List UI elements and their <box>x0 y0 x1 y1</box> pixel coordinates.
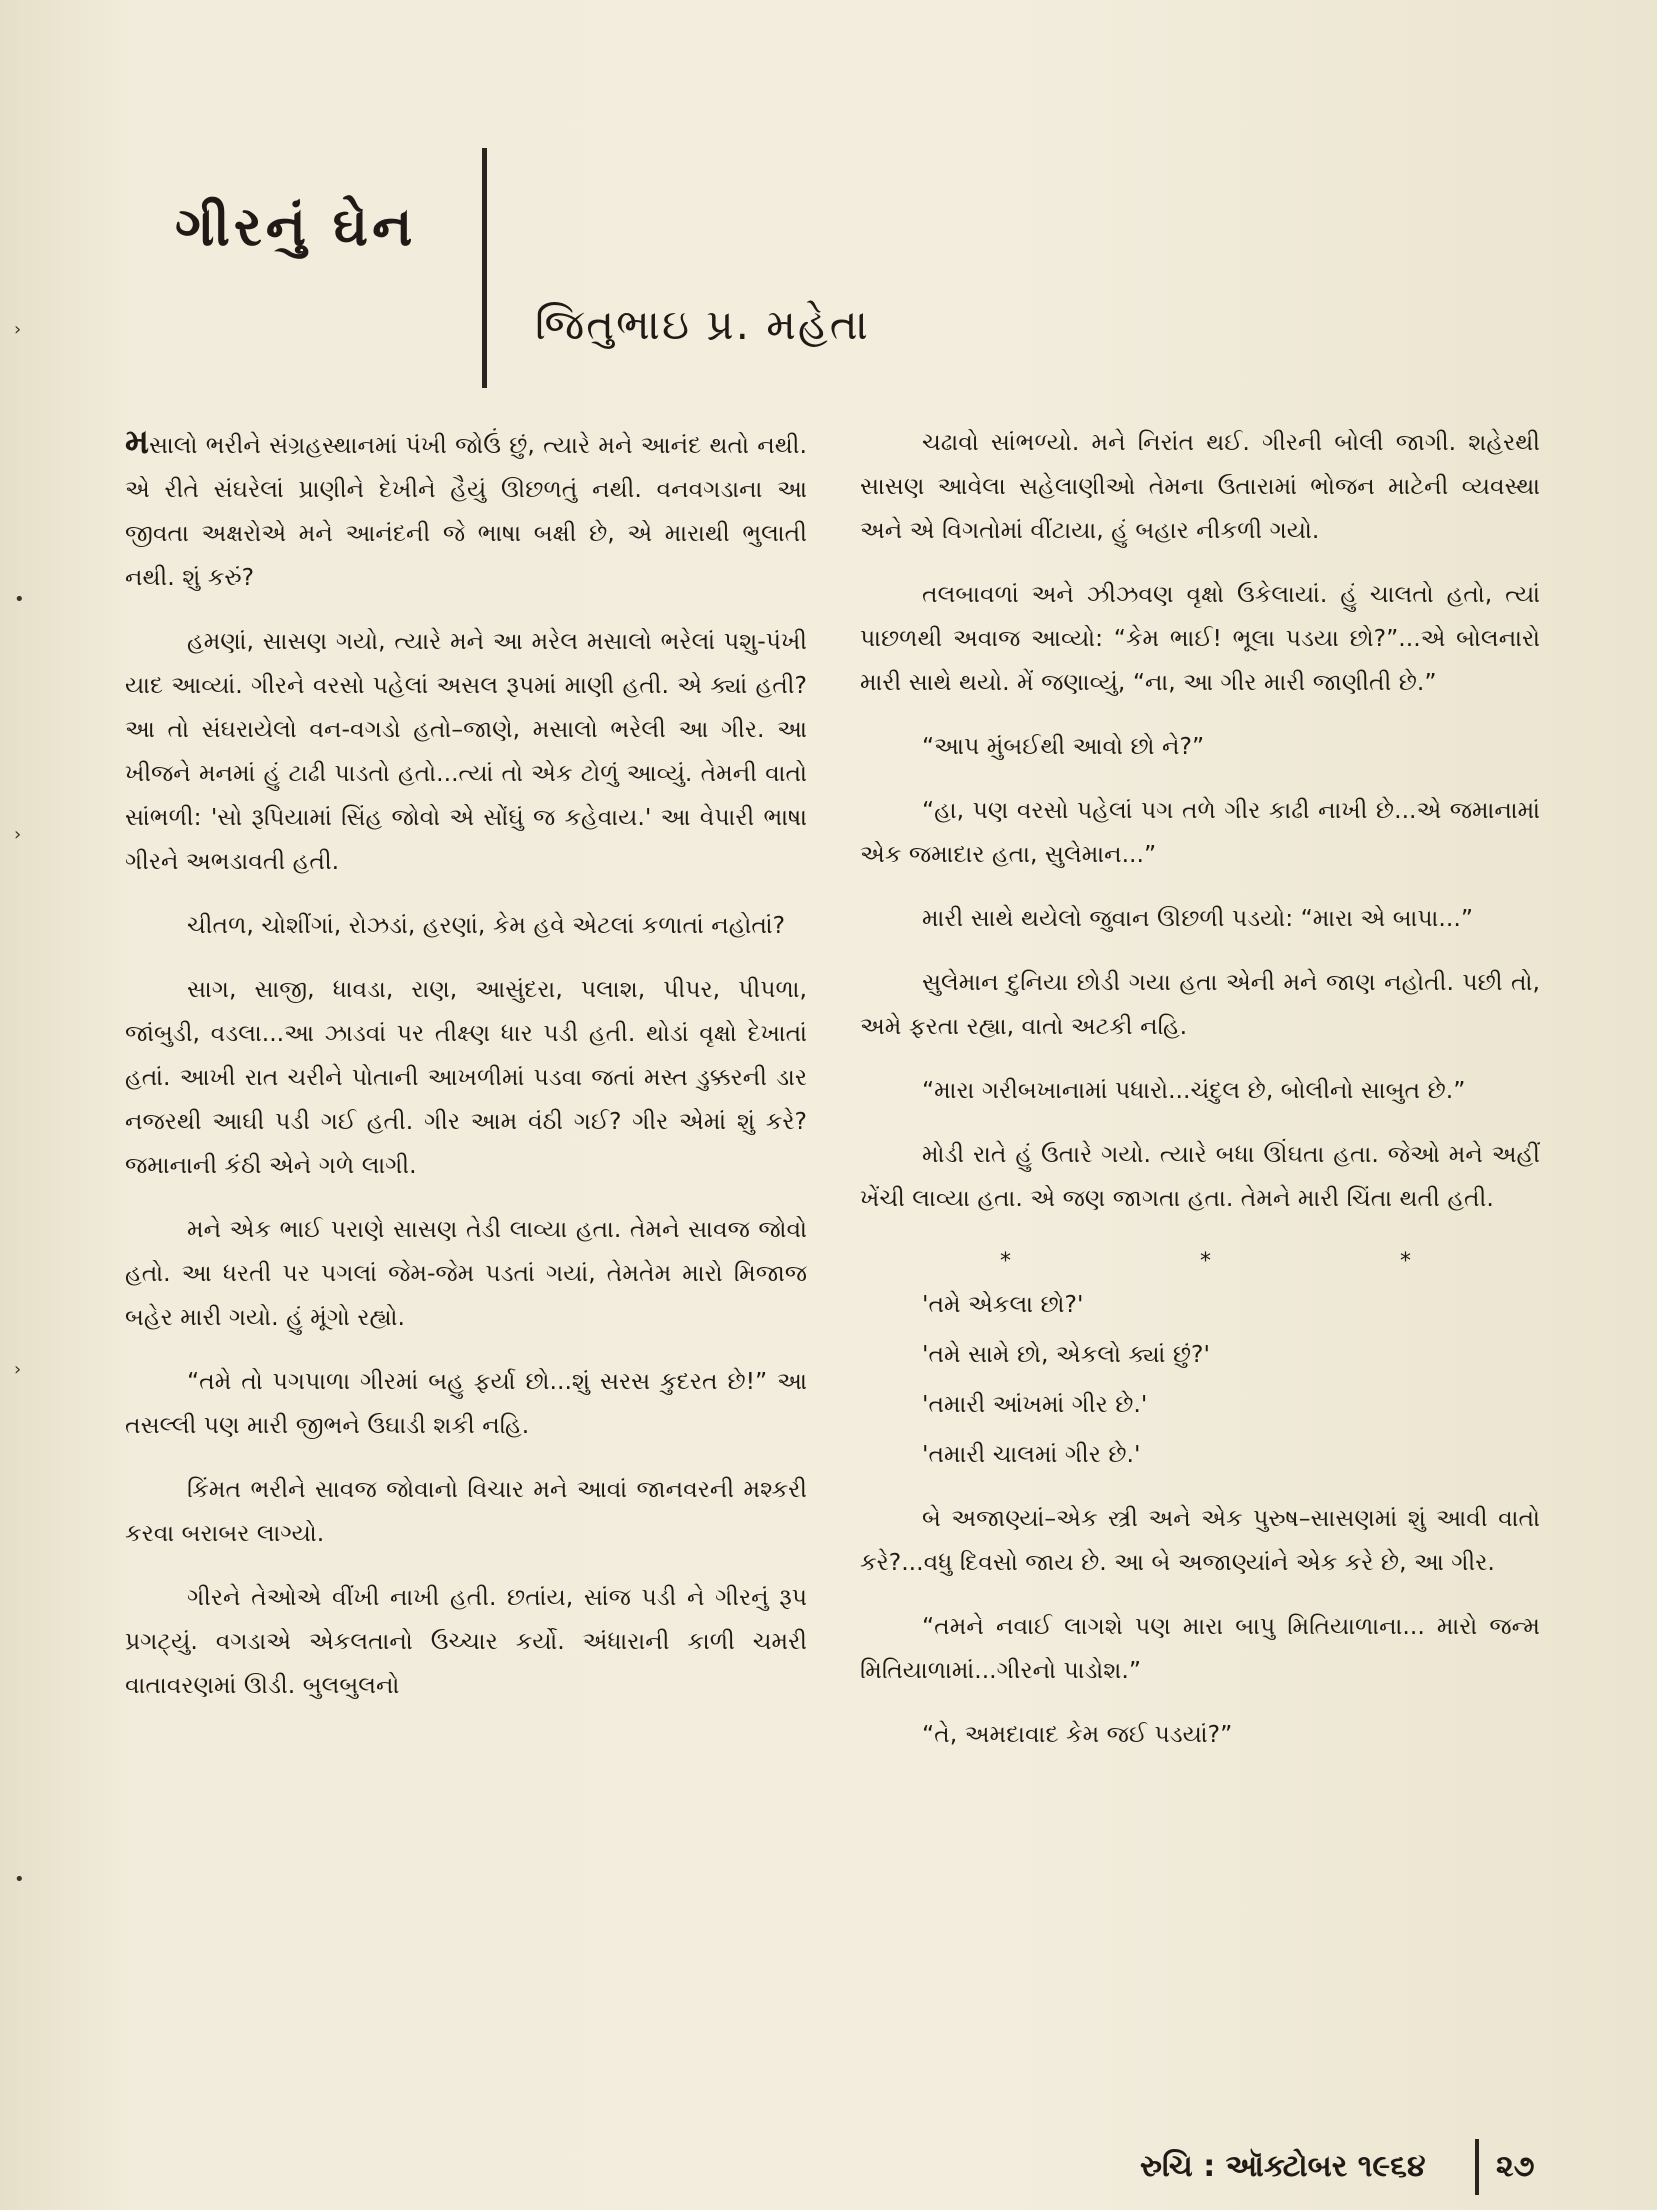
page-number: ૨૭ <box>1496 2149 1535 2184</box>
dialogue-paragraph: “તે, અમદાવાદ કેમ જઈ પડયાં?” <box>922 1720 1233 1748</box>
body-paragraph: હમણાં, સાસણ ગયો, ત્યારે મને આ મરેલ મસાલો ભરેલાં પશુ-પંખી યાદ આવ્યાં. ગીરને વરસો પહેલાં અસલ રૂપમાં માણી હતી. એ ક્યાં હતી? આ તો સંઘરાયેલો વન-વગડો હતો–જાણે, મસાલો ભરેલી આ ગીર. આ ખીજને મનમાં હું ટાઢી પાડતો હતો...ત્યાં તો એક ટોળું આવ્યું. તેમની વાતો સાંભળી: 'સો રૂપિયામાં સિંહ જોવો એ સોંઘું જ કહેવાય.' આ વેપારી ભાષા ગીરને અભડાવતી હતી. <box>125 627 807 875</box>
dialogue-paragraph: “તમને નવાઈ લાગશે પણ મારા બાપુ મિતિયાળાના... મારો જન્મ મિતિયાળામાં...ગીરનો પાડોશ.” <box>860 1612 1540 1684</box>
body-paragraph: તલબાવળાં અને ઝીઝવણ વૃક્ષો ઉકેલાયાં. હું ચાલતો હતો, ત્યાં પાછળથી અવાજ આવ્યો: “કેમ ભાઈ! ભૂલા પડયા છો?”...એ બોલનારો મારી સાથે થયો. મેં જણાવ્યું, “ના, આ ગીર મારી જાણીતી છે.” <box>860 580 1540 696</box>
body-paragraph: કિંમત ભરીને સાવજ જોવાનો વિચાર મને આવાં જાનવરની મશ્કરી કરવા બરાબર લાગ્યો. <box>125 1475 807 1547</box>
body-paragraph: ચીતળ, ચોશીંગાં, રોઝડાં, હરણાં, કેમ હવે એટલાં કળાતાં નહોતાં? <box>187 911 786 939</box>
quote-line: 'તમારી આંખમાં ગીર છે.' <box>922 1390 1148 1418</box>
margin-dot-mark: • <box>14 589 25 610</box>
section-break <box>860 1240 1540 1274</box>
body-paragraph: બે અજાણ્યાં–એક સ્ત્રી અને એક પુરુષ–સાસણમાં શું આવી વાતો કરે?...વધુ દિવસો જાય છે. આ બે અજાણ્યાંને એક કરે છે, આ ગીર. <box>860 1504 1540 1576</box>
quote-line: 'તમે સામે છો, એકલો ક્યાં છું?' <box>922 1340 1210 1368</box>
margin-arrow-mark: › <box>14 824 22 845</box>
body-paragraph: મોડી રાતે હું ઉતારે ગયો. ત્યારે બધા ઊંઘતા હતા. જેઓ મને અહીં ખેંચી લાવ્યા હતા. એ જણ જાગતા હતા. તેમને મારી ચિંતા થતી હતી. <box>860 1140 1540 1212</box>
body-paragraph: મને એક ભાઈ પરાણે સાસણ તેડી લાવ્યા હતા. તેમને સાવજ જોવો હતો. આ ધરતી પર પગલાં જેમ-જેમ પડતાં ગયાં, તેમતેમ મારો મિજાજ બહેર મારી ગયો. હું મૂંગો રહ્યો. <box>125 1215 807 1331</box>
magazine-issue: રુચિ : ઑક્ટોબર ૧૯૬૪ <box>1140 2149 1426 2184</box>
margin-arrow-mark: › <box>14 1359 22 1380</box>
title-divider <box>482 148 487 388</box>
dialogue-paragraph: “આપ મુંબઈથી આવો છો ને?” <box>922 732 1205 760</box>
section-break-star: * <box>1400 1249 1411 1274</box>
quote-line: 'તમે એકલા છો?' <box>922 1290 1084 1318</box>
body-paragraph: “તમે તો પગપાળા ગીરમાં બહુ ફર્યા છો...શું સરસ કુદરત છે!” આ તસલ્લી પણ મારી જીભને ઉઘાડી શકી નહિ. <box>125 1367 807 1439</box>
section-break-star: * <box>1200 1249 1211 1274</box>
section-break-star: * <box>1000 1249 1011 1274</box>
footer-divider <box>1475 2139 1479 2195</box>
margin-dot-mark: • <box>14 1869 25 1890</box>
body-paragraph: ચઢાવો સાંભળ્યો. મને નિરાંત થઈ. ગીરની બોલી જાગી. શહેરથી સાસણ આવેલા સહેલાણીઓ તેમના ઉતારામાં ભોજન માટેની વ્યવસ્થા અને એ વિગતોમાં વીંટાયા, હું બહાર નીકળી ગયો. <box>860 428 1540 544</box>
body-paragraph: મારી સાથે થયેલો જુવાન ઊછળી પડયો: “મારા એ બાપા...” <box>922 904 1473 932</box>
dialogue-paragraph: “હા, પણ વરસો પહેલાં પગ તળે ગીર કાઢી નાખી છે...એ જમાનામાં એક જમાદાર હતા, સુલેમાન...” <box>860 796 1540 868</box>
drop-cap: મ <box>125 422 150 462</box>
right-column <box>860 420 1540 1776</box>
dialogue-paragraph: “મારા ગરીબખાનામાં પધારો...ચંદુલ છે, બોલીનો સાબુત છે.” <box>922 1076 1466 1104</box>
margin-arrow-mark: › <box>14 319 22 340</box>
left-column <box>125 420 807 1727</box>
page-footer <box>1140 2145 1560 2191</box>
body-paragraph: સાગ, સાજી, ધાવડા, રાણ, આસુંદરા, પલાશ, પીપર, પીપળા, જાંબુડી, વડલા...આ ઝાડવાં પર તીક્ષ્ણ ધાર પડી હતી. થોડાં વૃક્ષો દેખાતાં હતાં. આખી રાત ચરીને પોતાની આખળીમાં પડવા જતાં મસ્ત ડુક્કરની ડાર નજરથી આઘી પડી ગઈ હતી. ગીર આમ વંઠી ગઈ? ગીર એમાં શું કરે? જમાનાની કંઠી એને ગળે લાગી. <box>125 975 807 1179</box>
article-title: ગીરનું ઘેન <box>175 195 417 258</box>
body-paragraph: ગીરને તેઓએ વીંખી નાખી હતી. છતાંય, સાંજ પડી ને ગીરનું રૂપ પ્રગટ્યું. વગડાએ એકલતાનો ઉચ્ચાર કર્યો. અંધારાની કાળી ચમરી વાતાવરણમાં ઊડી. બુલબુલનો <box>125 1583 807 1699</box>
article-author: જિતુભાઇ પ્ર. મહેતા <box>535 300 870 349</box>
quote-line: 'તમારી ચાલમાં ગીર છે.' <box>922 1440 1141 1468</box>
body-paragraph: મસાલો ભરીને સંગ્રહસ્થાનમાં પંખી જોઉં છું, ત્યારે મને આનંદ થતો નથી. એ રીતે સંઘરેલાં પ્રાણીને દેખીને હૈયું ઊછળતું નથી. વનવગડાના આ જીવતા અક્ષરોએ મને આનંદની જે ભાષા બક્ષી છે, એ મારાથી ભુલાતી નથી. શું કરું? <box>125 422 807 591</box>
body-paragraph: સુલેમાન દુનિયા છોડી ગયા હતા એની મને જાણ નહોતી. પછી તો, અમે ફરતા રહ્યા, વાતો અટકી નહિ. <box>860 968 1540 1040</box>
